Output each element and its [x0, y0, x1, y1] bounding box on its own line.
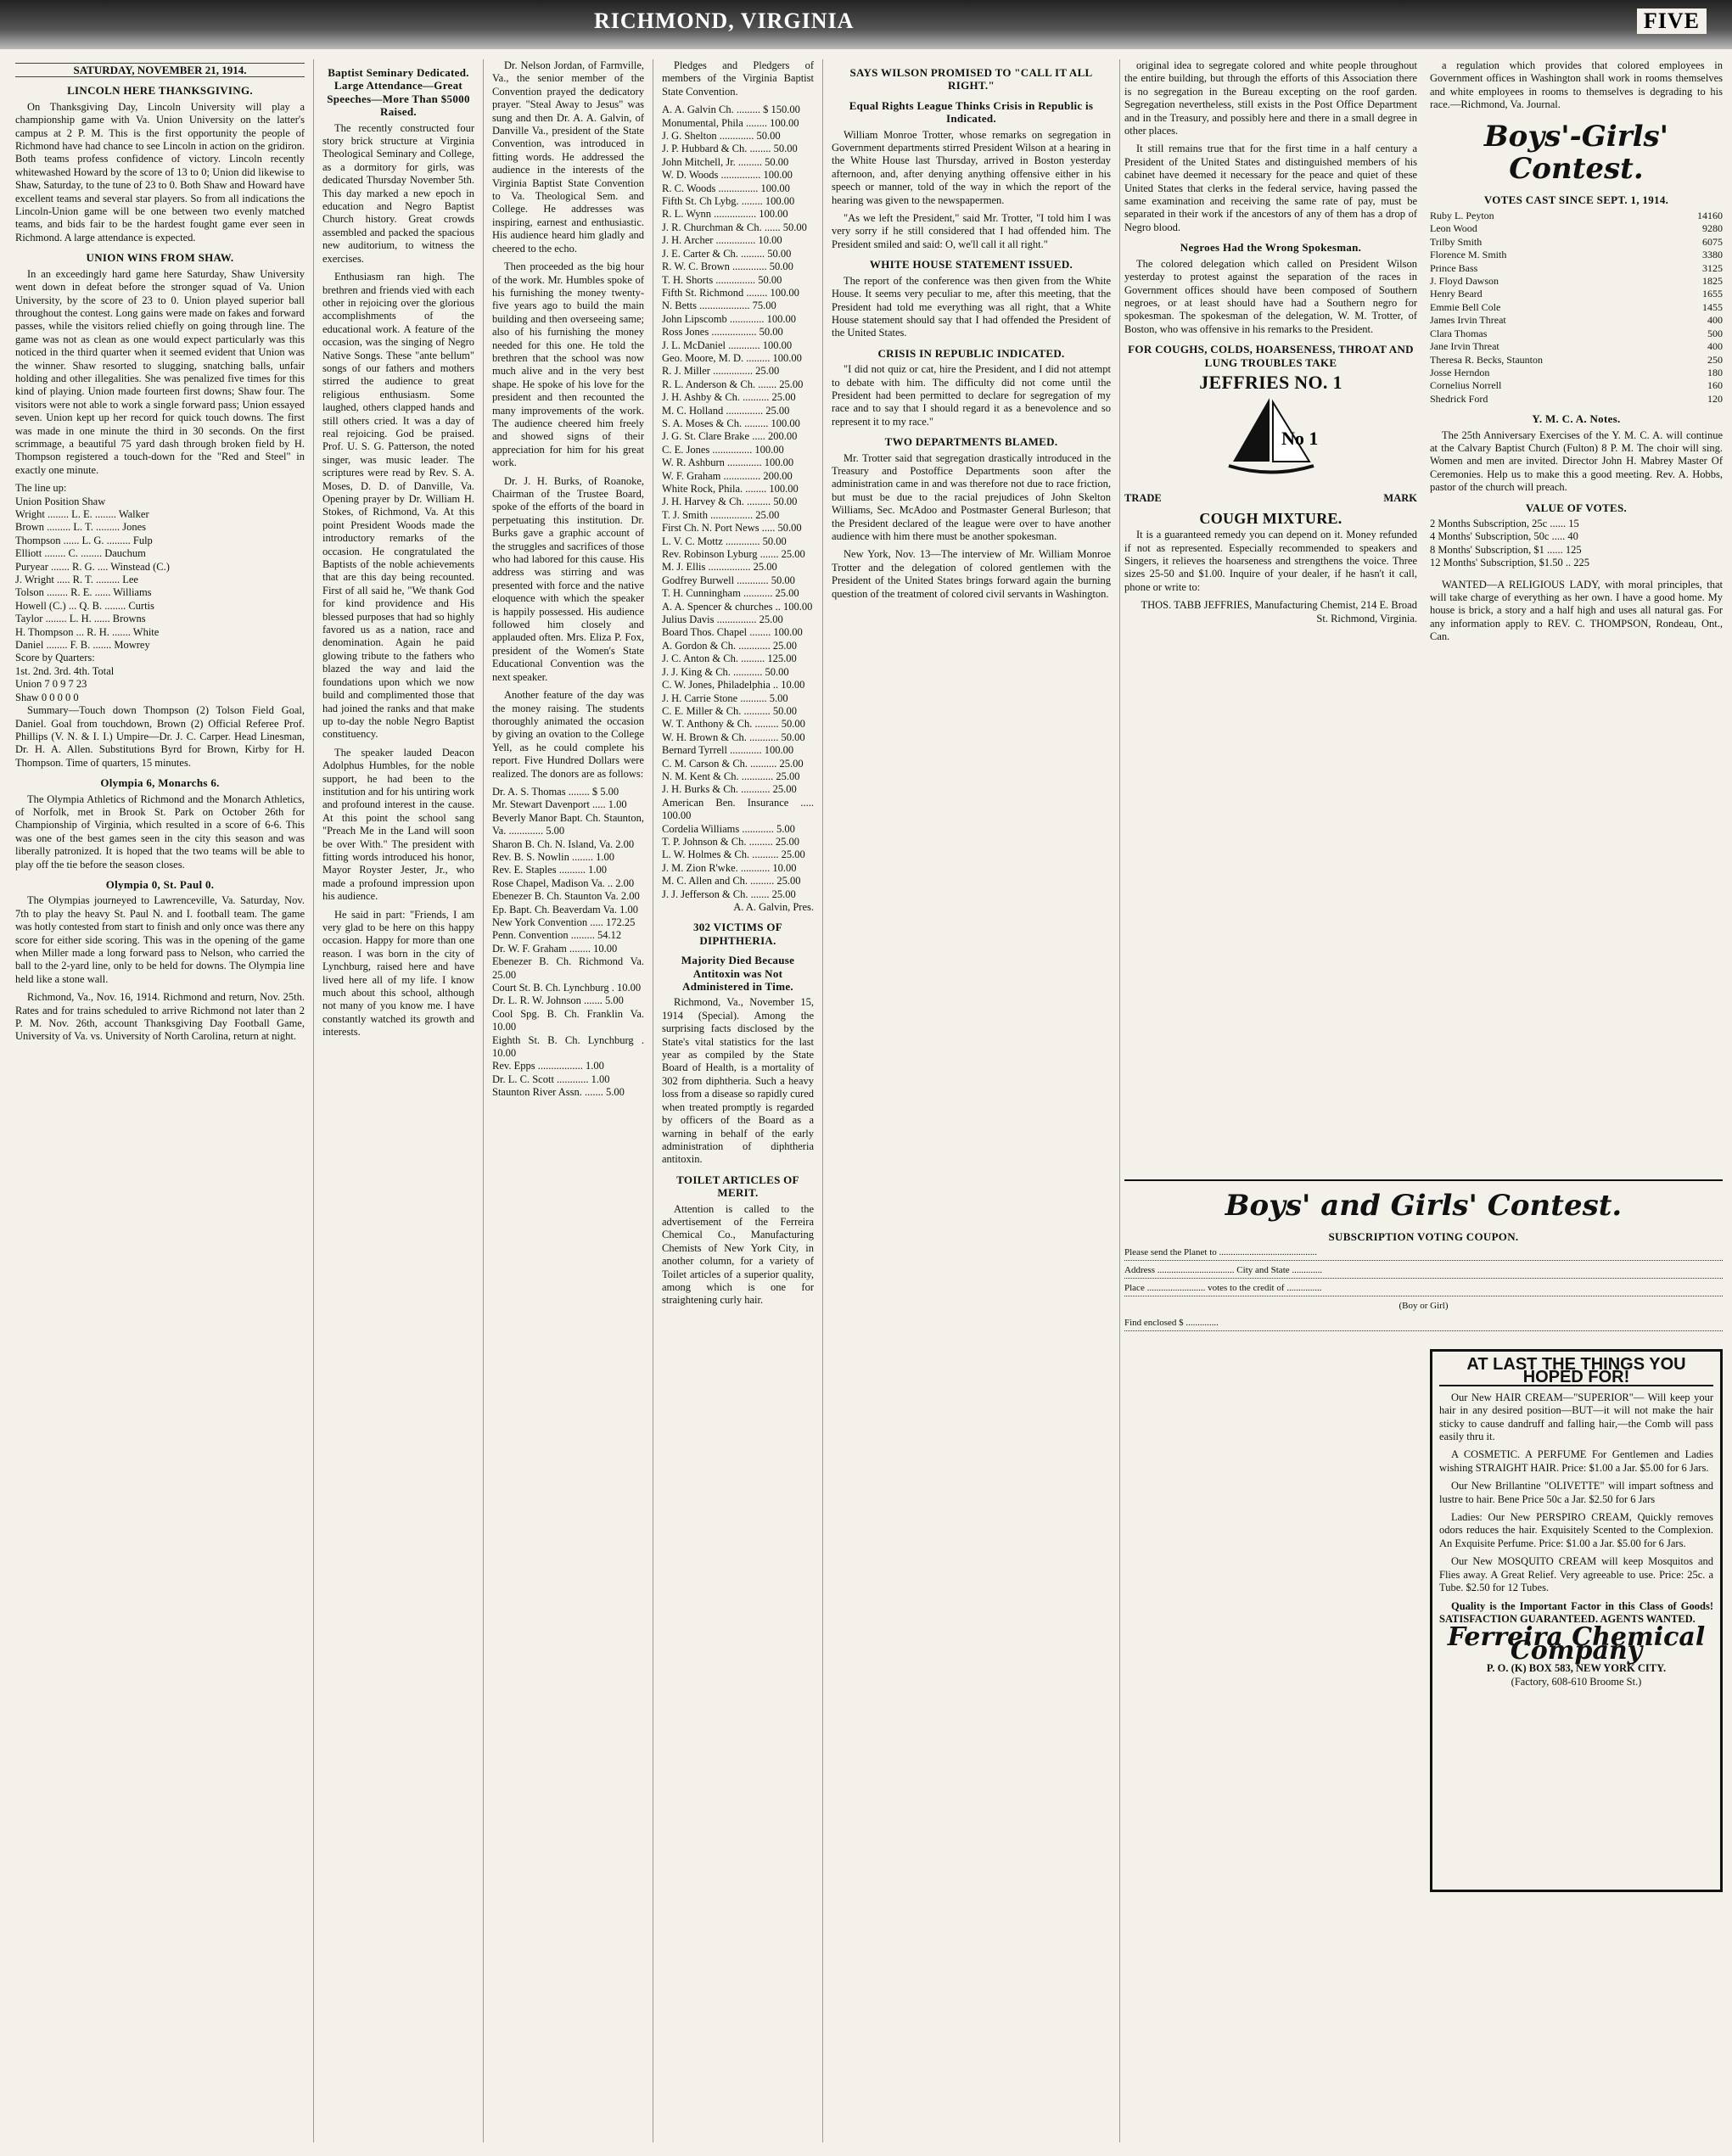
donor-row: New York Convention ..... 172.25	[492, 916, 636, 928]
issue-date: SATURDAY, NOVEMBER 21, 1914.	[15, 63, 305, 77]
vote-name: Jane Irvin Threat	[1430, 340, 1499, 353]
article-departments: Mr. Trotter said that segregation drastically introduced in the Treasury and Postoffice Departments soon after the administration came in and was therefore not due to race friction, but must be due to the racial prejudices of John Skelton Williams, Sec. McAdoo and Postmaster General Burleson; that the President declared of the league were over to have another audience with him there must be another spokesman.	[832, 451, 1111, 542]
pledge-row: Monumental, Phila ........ 100.00	[662, 116, 799, 129]
vote-row	[1430, 262, 1723, 275]
pledge-row: Bernard Tyrrell ............ 100.00	[662, 744, 794, 757]
subhead-trotter: Equal Rights League Thinks Crisis in Republic is Indicated.	[849, 98, 1094, 126]
vote-name: Ruby L. Peyton	[1430, 210, 1494, 222]
lineup-row: H. Thompson ... R. H. ....... White	[15, 625, 160, 638]
column-3	[484, 59, 653, 2142]
pledge-row: W. T. Anthony & Ch. ......... 50.00	[662, 718, 805, 731]
pledge-row: J. L. McDaniel ............ 100.00	[662, 339, 793, 351]
donor-row: Ebenezer B. Ch. Staunton Va. 2.00	[492, 890, 640, 903]
vote-row	[1430, 367, 1723, 379]
vote-name: Josse Herndon	[1430, 366, 1490, 378]
jeffries-logo	[1220, 394, 1322, 487]
column-1	[7, 59, 314, 2142]
pledge-row: M. C. Holland .............. 25.00	[662, 404, 790, 417]
headline-departments: TWO DEPARTMENTS BLAMED.	[884, 435, 1058, 449]
vote-count: 6075	[1702, 235, 1723, 248]
pledge-row: American Ben. Insurance ..... 100.00	[662, 796, 814, 822]
ferreira-factory: (Factory, 608-610 Broome St.)	[1511, 1675, 1642, 1688]
lineup-row: Elliott ........ C. ........ Dauchum	[15, 547, 146, 560]
vote-row	[1430, 288, 1723, 300]
vote-row	[1430, 301, 1723, 314]
article-seminary-p4: He said in part: "Friends, I am very glad to be here on this happy occasion. Happy for more than one reason. I was born in the city of Lynchburg, raised here and have lived here all of my life. I know much about this school, although not many of you know me. I have constantly watched its growth and interests.	[322, 908, 474, 1039]
pledge-row: W. H. Brown & Ch. ........... 50.00	[662, 731, 805, 743]
headline-union-shaw: UNION WINS FROM SHAW.	[86, 251, 234, 265]
article-olympia-monarchs: The Olympia Athletics of Richmond and the Monarch Athletics, of Norfolk, met in Brook St. Park on October 26th for Championship of Virginia, which resulted in a score of 6-6. This was one of the best games seen in the city this season and was liberally patronized. It is hoped that the two teams will be able to play off the tie before the season closes.	[15, 792, 305, 871]
contest2-title: Boys' and Girls' Contest.	[1225, 1189, 1623, 1223]
article-union-shaw: In an exceedingly hard game here Saturday, Shaw University went down in defeat before the stronger squad of Va. Union University, by the score of 23 to 0. Union played superior ball throughout the contest. Long gains were made on fakes and forward passes, while the visitors relied chiefly on going through line. The game was not as clean as one would expect particularly was this noticed in the third quarter when it seemed evident that Union was the winner. Shaw resorted to slugging, snatching balls, unfair holding and other illegalities. She was penalized five times for this kind of playing. Union made fourteen first downs; Shaw four. The visitors were not able to work a single forward pass; Union essayed seven. Union kept up her record for quick touch downs. The first was made in one minute the third in 30 seconds. On the first scrimmage, a beautiful 75 yard dash through broken field by H. Thompson registered a touch-down for the "Red and Steel" in exactly one minute.	[15, 267, 305, 476]
article-white-house: The report of the conference was then given from the White House. It seems very peculiar to me, after this meeting, that the President had told me everything was all right, that a White House statement should say that I had offended the President of the United States.	[832, 274, 1111, 339]
vote-name: Florence M. Smith	[1430, 249, 1507, 261]
pledge-row: C. E. Jones ............... 100.00	[662, 443, 784, 456]
article-seminary-p2: Enthusiasm ran high. The brethren and friends vied with each other in rejoicing over the glorious accomplishments of the educational work. A feature of the occasion, was the singing of Negro Native Songs. These "ante bellum" songs of our fathers and mothers stirred the audience to great religious enthusiasm. Some laughed, others clapped hands and still others cried. It was a day of real rejoicing. God be praised. Prof. U. S. G. Patterson, the noted singer, was music leader. The scriptures were read by Rev. S. A. Moses, D. D. of Danville, Va. Opening prayer by Dr. William H. Stokes, of Richmond, Va. At this point President Woods made the introductory remarks of the occasion. He congratulated the Baptists of the noble achievements that are this day being recounted. First of all said he, "We thank God for kind providence and His blessed purposes that had so highly favored us as a nation, race and denomination. Again he paid glowing tribute to the fathers who blazed the way and laid the foundations upon which we now build and complimented those that had joined the ranks and that make up to-day the noble Negro Baptist constituency.	[322, 271, 474, 741]
article-seminary-p8: Another feature of the day was the money raising. The students thoroughly animated the occasion by giving an ovation to the College Yell, as he could complete his report. Five Hundred Dollars were realized. The donors are as follows:	[492, 689, 644, 780]
donor-list	[492, 786, 644, 1100]
vote-row	[1430, 354, 1723, 367]
ad-perspiro: Ladies: Our New PERSPIRO CREAM, Quickly removes odors reduces the hair. Exquisitely Scented to the Complexion. An Exquisite Perfume. Price: $1.00 a Jar. $5.00 for 6 Jars.	[1439, 1511, 1713, 1549]
pledge-row: R. W. C. Brown ............. 50.00	[662, 260, 793, 273]
pledge-row: C. W. Jones, Philadelphia .. 10.00	[662, 679, 805, 692]
vote-row	[1430, 379, 1723, 392]
pledge-row: Rev. Robinson Lyburg ....... 25.00	[662, 548, 805, 561]
pledge-row: J. G. Shelton ............. 50.00	[662, 130, 781, 143]
score-head: 1st. 2nd. 3rd. 4th. Total	[15, 664, 115, 677]
pledge-row: W. R. Ashburn ............. 100.00	[662, 456, 794, 469]
contest-coupon	[1124, 1179, 1723, 1335]
value-title: VALUE OF VOTES.	[1525, 501, 1628, 514]
article-diphtheria: Richmond, Va., November 15, 1914 (Special). Among the surprising facts disclosed by the State's vital statistics for the last year as compiled by the State Board of Health, is a mortality of 302 from diphtheria. Such a heavy loss from a disease so rapidly cured when treated promptly is regarded by officers of the Board as a warning in behalf of the early administration of diphtheria antitoxin.	[662, 996, 814, 1166]
donor-row: Court St. B. Ch. Lynchburg . 10.00	[492, 982, 642, 994]
ferreira-name: Ferreira Chemical Company	[1447, 1622, 1706, 1666]
article-crisis: "I did not quiz or cat, hire the President, and I did not attempt to debate with him. The difficulty did not come until the President had been permitted to declare for segregation of my race and to say that I should regard it as a benevolence and so represent it to my race."	[832, 363, 1111, 428]
vote-name: Emmie Bell Cole	[1430, 300, 1501, 313]
pledge-row: J. R. Churchman & Ch. ...... 50.00	[662, 221, 807, 233]
coupon-votes-field[interactable]: Place ......................... votes to the credit of ...............	[1124, 1282, 1723, 1296]
pledge-row: J. H. Burks & Ch. ........... 25.00	[662, 783, 797, 796]
lineup-list	[15, 508, 305, 652]
donor-row: Beverly Manor Bapt. Ch. Staunton, Va. ............. 5.00	[492, 811, 644, 837]
headline-olympia-stpaul: Olympia 0, St. Paul 0.	[105, 877, 215, 891]
pledge-row: Julius Davis ............... 25.00	[662, 613, 783, 626]
article-olympia-stpaul: The Olympias journeyed to Lawrenceville, Va. Saturday, Nov. 7th to play the heavy St. Paul N. and I. football team. The game was hotly contested from start to finish and only once was there any score for either side scoring. This was in the opening of the game when Miller made a long forward pass to Nelson, who carried the ball to the 2-yard line, only to be held for downs. The Olympia line held like a stone wall.	[15, 894, 305, 985]
pledge-row: L. W. Holmes & Ch. .......... 25.00	[662, 848, 805, 861]
vote-row	[1430, 275, 1723, 288]
vote-count: 120	[1707, 392, 1723, 405]
subhead-diphtheria: Majority Died Because Antitoxin was Not Administered in Time.	[681, 954, 795, 994]
article-segregation-p1: original idea to segregate colored and white people throughout the entire building, but through the efforts of this Association there is no segregation in the Bureau excepting on the roof garden. Segregation nevertheless, still exists in the Post Office Department and in the Treasury, and possibly here and there in a small degree in other places.	[1124, 59, 1417, 137]
masthead-city: RICHMOND, VIRGINIA	[594, 8, 855, 33]
vote-row	[1430, 314, 1723, 327]
headline-olympia-monarchs: Olympia 6, Monarchs 6.	[100, 776, 220, 790]
column-4	[653, 59, 823, 2142]
pledge-row: J. G. St. Clare Brake ..... 200.00	[662, 430, 798, 443]
vote-row	[1430, 236, 1723, 249]
lineup-head: Union Position Shaw	[15, 495, 106, 507]
headline-white-house: WHITE HOUSE STATEMENT ISSUED.	[869, 258, 1073, 272]
pledge-row: John Lipscomb ............. 100.00	[662, 312, 796, 325]
vote-name: Trilby Smith	[1430, 235, 1483, 248]
ferreira-address: P. O. (K) BOX 583, NEW YORK CITY.	[1486, 1662, 1667, 1675]
headline-toilet-articles: TOILET ARTICLES OF MERIT.	[676, 1173, 799, 1200]
pledge-row: A. A. Spencer & churches .. 100.00	[662, 600, 813, 613]
pledge-list	[662, 104, 814, 901]
vote-count: 9280	[1702, 222, 1723, 235]
value-row: 12 Months' Subscription, $1.50 .. 225	[1430, 557, 1590, 569]
lineup-row: Brown ......... L. T. ......... Jones	[15, 521, 147, 534]
donor-row: Rev. Epps ................. 1.00	[492, 1060, 604, 1072]
vote-count: 1825	[1702, 275, 1723, 288]
vote-name: James Irvin Threat	[1430, 314, 1506, 327]
vote-count: 180	[1707, 366, 1723, 378]
pledge-row: Cordelia Williams ............ 5.00	[662, 822, 795, 835]
pledge-row: Board Thos. Chapel ........ 100.00	[662, 626, 803, 639]
pledge-row: J. J. King & Ch. ........... 50.00	[662, 665, 789, 678]
pledge-row: J. H. Archer ............... 10.00	[662, 234, 782, 247]
lineup-row: J. Wright ..... R. T. ......... Lee	[15, 574, 138, 586]
pledge-row: W. F. Graham .............. 200.00	[662, 469, 793, 482]
vote-row	[1430, 393, 1723, 406]
score-row: Union 7 0 9 7 23	[15, 678, 87, 691]
pledge-row: White Rock, Phila. ........ 100.00	[662, 483, 799, 495]
pledge-row: A. Gordon & Ch. ............ 25.00	[662, 639, 798, 652]
donor-row: Rev. B. S. Nowlin ........ 1.00	[492, 850, 614, 863]
trade-label: TRADE	[1124, 492, 1162, 505]
pledge-row: M. C. Allen and Ch. ......... 25.00	[662, 875, 801, 888]
vote-row	[1430, 210, 1723, 222]
pledge-row: W. D. Woods ............... 100.00	[662, 169, 793, 182]
pledge-row: Ross Jones ................. 50.00	[662, 326, 783, 339]
vote-name: Leon Wood	[1430, 222, 1477, 235]
cough-mixture-title: COUGH MIXTURE.	[1199, 509, 1342, 527]
right-region	[1124, 59, 1727, 2142]
donor-row: Ep. Bapt. Ch. Beaverdam Va. 1.00	[492, 903, 638, 916]
contest-title: Boys'-Girls' Contest.	[1483, 119, 1669, 186]
pledge-row: N. Betts ................... 75.00	[662, 300, 776, 312]
pledge-row: J. E. Carter & Ch. ......... 50.00	[662, 247, 792, 260]
votes-table	[1430, 210, 1723, 406]
pledge-row: Godfrey Burwell ............ 50.00	[662, 574, 795, 586]
vote-count: 500	[1707, 327, 1723, 339]
mark-label: MARK	[1383, 492, 1417, 505]
pledge-row: R. C. Woods ............... 100.00	[662, 182, 790, 194]
pledge-row: J. P. Hubbard & Ch. ........ 50.00	[662, 143, 798, 155]
pledge-row: John Mitchell, Jr. ......... 50.00	[662, 155, 789, 168]
pledge-row: J. H. Carrie Stone .......... 5.00	[662, 692, 788, 704]
vote-count: 160	[1707, 379, 1723, 392]
sailboat-icon	[1220, 394, 1322, 487]
vote-name: Henry Beard	[1430, 288, 1483, 300]
article-seminary-p7: Dr. J. H. Burks, of Roanoke, Chairman of the Trustee Board, spoke of the efforts of the board in perpetuating this institution. Dr. Burks gave a graphic account of the struggles and sacrifices of those who had labored for this cause. His address was stirring and was presented with force and the native eloquence with which the speaker is happily possessed. His audience followed him closely and applauded often. Mrs. Eliza P. Fox, president of the Women's State Educational Convention was the next speaker.	[492, 474, 644, 683]
coupon-enclosed-field[interactable]: Find enclosed $ ..............	[1124, 1317, 1723, 1331]
column-5	[823, 59, 1120, 2142]
pledge-row: S. A. Moses & Ch. ......... 100.00	[662, 417, 800, 429]
lineup-row: Howell (C.) ... Q. B. ........ Curtis	[15, 599, 154, 612]
donor-row: Sharon B. Ch. N. Island, Va. 2.00	[492, 837, 635, 850]
ferreira-ad	[1430, 1349, 1723, 1892]
article-newyork: New York, Nov. 13—The interview of Mr. William Monroe Trotter and the delegation of colored gentlemen with the President of the United States brings forward again the burning question of the treatment of colored civil servants in Washington.	[832, 548, 1111, 600]
lineup-row: Taylor ........ L. H. ...... Browns	[15, 613, 146, 625]
vote-row	[1430, 249, 1723, 261]
column-7	[1430, 59, 1723, 649]
article-segregation-p2: It still remains true that for the first time in a half century a President of the United States and distinguished members of his cabinet have deemed it necessary for the peace and quiet of these United States that clerks in the federal service, having passed the same examination and receiving the same rate of pay, must be separated in their work if the ancestors of any of them has a drop of Negro blood.	[1124, 143, 1417, 233]
vote-count: 1455	[1702, 300, 1723, 313]
donor-row: Dr. A. S. Thomas ........ $ 5.00	[492, 785, 619, 798]
donor-row: Eighth St. B. Ch. Lynchburg . 10.00	[492, 1033, 644, 1060]
donor-row: Staunton River Assn. ....... 5.00	[492, 1086, 625, 1099]
votes-title: VOTES CAST SINCE SEPT. 1, 1914.	[1483, 193, 1669, 206]
page-number: FIVE	[1637, 8, 1707, 34]
vote-row	[1430, 222, 1723, 235]
cough-headline: FOR COUGHS, COLDS, HOARSENESS, THROAT AND LUNG TROUBLES TAKE	[1128, 343, 1414, 369]
donor-row: Ebenezer B. Ch. Richmond Va. 25.00	[492, 955, 644, 981]
vote-count: 250	[1707, 353, 1723, 366]
trade-mark	[1124, 492, 1417, 505]
column-2	[314, 59, 484, 2142]
headline-wrong-spokesman: Negroes Had the Wrong Spokesman.	[1180, 241, 1362, 255]
article-trotter-p1: William Monroe Trotter, whose remarks on segregation in Government departments stirred President Wilson at a hearing in the White House last Thursday, arrived in Boston yesterday afternoon, and, after denying anything offensive either in his speech or manner, told of the way in which the report of the hearing was given to the newspapermen.	[832, 128, 1111, 206]
pledge-row: T. H. Shorts ............... 50.00	[662, 273, 782, 286]
vote-count: 400	[1707, 340, 1723, 353]
game-summary: Summary—Touch down Thompson (2) Tolson Field Goal, Daniel. Goal from touchdown, Brown (2) Official Referee Prof. Phillips (V. N. & I. I.) Umpire—Dr. J. C. Carper. Head Linesman, Dr. H. A. Allen. Substitutions Byrd for Brown, Kirby for H. Thompson. Time of quarters, 15 minutes.	[15, 704, 305, 769]
vote-count: 3380	[1702, 249, 1723, 261]
pledge-row: First Ch. N. Port News ..... 50.00	[662, 522, 802, 535]
pledge-row: J. H. Ashby & Ch. .......... 25.00	[662, 391, 796, 404]
vote-name: Shedrick Ford	[1430, 392, 1488, 405]
lineup-row: Tolson ........ R. E. ...... Williams	[15, 586, 152, 599]
pledges-intro: Pledges and Pledgers of members of the Virginia Baptist State Convention.	[662, 59, 814, 98]
vote-name: Clara Thomas	[1430, 327, 1488, 339]
ad-quality: Quality is the Important Factor in this Class of Goods! SATISFACTION GUARANTEED. AGENTS WANTED.	[1439, 1599, 1713, 1625]
ymca-notes: The 25th Anniversary Exercises of the Y. M. C. A. will continue at the Calvary Baptist Church (Fulton) 8 P. M. The choir will sing. Women and men are invited. Director John H. Mabrey Master Of Ceremonies. Help us to make this a good meeting. Rev. A. Hobbs, pastor of the church will preach.	[1430, 428, 1723, 494]
pledge-row: Fifth St. Ch Lybg. ........ 100.00	[662, 195, 795, 208]
vote-count: 400	[1707, 314, 1723, 327]
ad-hair-cream: Our New HAIR CREAM—"SUPERIOR"— Will keep your hair in any desired position—BUT—it will not make the hair sticky to cause dandruff and falling hair,—the Comb will pass easily thru it.	[1439, 1391, 1713, 1443]
ad-title: AT LAST THE THINGS YOU HOPED FOR!	[1439, 1358, 1713, 1386]
article-trotter-p2: "As we left the President," said Mr. Trotter, "I told him I was very sorry if he still considered that I had offended him. The President smiled and said: O, we'll call it all right."	[832, 212, 1111, 250]
pledge-row: J. J. Jefferson & Ch. ....... 25.00	[662, 888, 796, 900]
pledge-row: J. M. Zion R'wke. ........... 10.00	[662, 861, 797, 874]
pledge-row: C. E. Miller & Ch. .......... 50.00	[662, 704, 798, 717]
coupon-title: SUBSCRIPTION VOTING COUPON.	[1328, 1230, 1519, 1243]
donor-row: Cool Spg. B. Ch. Franklin Va. 10.00	[492, 1007, 644, 1033]
pledge-row: T. J. Smith ................ 25.00	[662, 508, 780, 521]
donor-row: Rose Chapel, Madison Va. .. 2.00	[492, 876, 635, 889]
headline-crisis: CRISIS IN REPUBLIC INDICATED.	[877, 346, 1065, 360]
headline-trotter: SAYS WILSON PROMISED TO "CALL IT ALL RIGHT."	[849, 66, 1093, 92]
pledge-row: L. V. C. Mottz ............. 50.00	[662, 535, 787, 547]
lineup-row: Thompson ...... L. G. ......... Fulp	[15, 534, 153, 546]
pledge-row: M. J. Ellis ................ 25.00	[662, 561, 777, 574]
ad-olivette: Our New Brillantine "OLIVETTE" will impart softness and lustre to hair. Bene Price 50c a Jar. $2.50 for 6 Jars	[1439, 1480, 1713, 1505]
pledge-row: T. P. Johnson & Ch. ......... 25.00	[662, 835, 799, 848]
coupon-boy-girl: (Boy or Girl)	[1398, 1301, 1449, 1312]
vote-row	[1430, 340, 1723, 353]
article-segregation-p3: a regulation which provides that colored employees in Government offices in Washington shall work in rooms themselves and white employees in rooms to themselves is degrading to his race.—Richmond, Va. Journal.	[1430, 59, 1723, 111]
value-row: 2 Months Subscription, 25c ...... 15	[1430, 517, 1579, 529]
vote-row	[1430, 328, 1723, 340]
article-toilet-articles: Attention is called to the advertisement of the Ferreira Chemical Co., Manufacturing Chemists of New York City, in another column, for a variety of Toilet articles of a superior quality, among which is one for straightening curly hair.	[662, 1202, 814, 1307]
donor-row: Dr. L. C. Scott ............ 1.00	[492, 1072, 610, 1085]
headline-diphtheria: 302 VICTIMS OF DIPHTHERIA.	[692, 921, 783, 947]
pledge-row: J. C. Anton & Ch. ......... 125.00	[662, 652, 797, 665]
article-wrong-spokesman: The colored delegation which called on President Wilson yesterday to protest against the separation of the races in Government offices should have been composed of Southern negroes, or at least should have had a Southern negro for spokesman. The spokesman of the delegation, W. M. Trotter, of Boston, who was offensive in his remarks to the President.	[1124, 257, 1417, 335]
vote-count: 3125	[1702, 261, 1723, 274]
pledge-row: R. L. Anderson & Ch. ....... 25.00	[662, 378, 804, 390]
ymca-title: Y. M. C. A. Notes.	[1532, 412, 1621, 426]
jeffries-title: JEFFRIES NO. 1	[1199, 371, 1342, 393]
logo-no: No 1	[1281, 428, 1318, 450]
lineup-row: Wright ........ L. E. ........ Walker	[15, 508, 149, 520]
wanted-ad: WANTED—A RELIGIOUS LADY, with moral principles, that will take charge of everything as her own. I have a good home. My house is brick, a story and a half high and uses all natural gas. For any information apply to REV. C. THOMPSON, Rondeau, Ont., Can.	[1430, 578, 1723, 643]
article-seminary-p1: The recently constructed four story brick structure at Virginia Theological Seminary and College, as a dormitory for girls, was dedicated Thursday November 5th. This day marked a new epoch in education and Negro Baptist Church history. Great crowds assembled and packed the spacious new auditorium, to witness the exercises.	[322, 121, 474, 265]
railroad-notice: Richmond, Va., Nov. 16, 1914. Richmond and return, Nov. 25th. Rates and for trains scheduled to arrive Richmond not later than 2 P. M. Nov. 26th, account Thanksgiving Day Football Game, University of Va. vs. University of North Carolina, return at night.	[15, 991, 305, 1043]
value-row: 8 Months' Subscription, $1 ...... 125	[1430, 543, 1582, 556]
ad-mosquito: Our New MOSQUITO CREAM will keep Mosquitos and Flies away. A Great Relief. Very agreeable to use. Price: 25c. a Tube. $2.50 for 12 Tubes.	[1439, 1555, 1713, 1594]
score-row: Shaw 0 0 0 0 0	[15, 691, 79, 703]
pledge-row: Geo. Moore, M. D. ......... 100.00	[662, 351, 802, 364]
pledge-row: A. A. Galvin Ch. ......... $ 150.00	[662, 104, 800, 116]
donor-row: Mr. Stewart Davenport ..... 1.00	[492, 798, 627, 811]
pledges-signed: A. A. Galvin, Pres.	[733, 901, 814, 913]
lineup-title: The line up:	[15, 482, 67, 495]
pledge-row: C. M. Carson & Ch. .......... 25.00	[662, 757, 804, 770]
pledge-row: R. L. Wynn ................ 100.00	[662, 208, 788, 221]
donor-row: Dr. L. R. W. Johnson ....... 5.00	[492, 994, 624, 1007]
vote-name: J. Floyd Dawson	[1430, 275, 1499, 288]
vote-count: 1655	[1702, 288, 1723, 300]
pledge-row: R. J. Miller ............... 25.00	[662, 365, 780, 378]
score-title: Score by Quarters:	[15, 652, 95, 664]
vote-name: Theresa R. Becks, Staunton	[1430, 353, 1543, 366]
donor-row: Dr. W. F. Graham ........ 10.00	[492, 942, 618, 955]
donor-row: Penn. Convention ......... 54.12	[492, 929, 622, 942]
article-seminary-p3: The speaker lauded Deacon Adolphus Humbles, for the noble support, he had been to the institution and for his untiring work and profound interest in the cause. At this point the school sang "Preach Me in the Land will soon be over With." The president with fitting words introduced his honor, Mayor Royster Jester, Jr., who made a profound impression upon his audience.	[322, 746, 474, 903]
headline-seminary: Baptist Seminary Dedicated. Large Attendance—Great Speeches—More Than $5000 Raised.	[327, 66, 470, 119]
masthead	[0, 0, 1732, 49]
article-seminary-p6: Then proceeded as the big hour of the work. Mr. Humbles spoke of his furnishing the money twenty-five years ago to build the main building and then overseeing same; also of his furnishing the money needed for this one. He told the brethren that the school was now much alive and in the very best shape. He spoke of his love for the president and then recounted the many improvements of the work. The audience cheered him freely and showed signs of their appreciation for him for his great work.	[492, 260, 644, 469]
lineup-row: Puryear ....... R. G. .... Winstead (C.)	[15, 560, 170, 573]
column-6	[1124, 59, 1417, 630]
ad-cosmetic: A COSMETIC. A PERFUME For Gentlemen and Ladies wishing STRAIGHT HAIR. Price: $1.00 a Jar. $5.00 for 6 Jars.	[1439, 1448, 1713, 1474]
vote-name: Prince Bass	[1430, 261, 1478, 274]
pledge-row: Fifth St. Richmond ........ 100.00	[662, 286, 799, 299]
value-row: 4 Months' Subscription, 50c ..... 40	[1430, 530, 1578, 543]
headline-lincoln: LINCOLN HERE THANKSGIVING.	[67, 84, 253, 98]
lineup-row: Daniel ........ F. B. ....... Mowrey	[15, 639, 150, 652]
cough-mixture-text: It is a guaranteed remedy you can depend on it. Money refunded if not as represented. Especially recommended to speakers and Singers, it relieves the hoarseness and strengthens the voice. Three sizes 25-50 and $1.00. Inquire of your dealer, if he hasn't it call, phone or write to:	[1124, 529, 1417, 593]
article-lincoln: On Thanksgiving Day, Lincoln University will play a championship game with Va. Union University on the latter's campus at 2 P. M. This is the first opportunity the people of Richmond have had chance to see Lincoln in action on the gridiron. Both teams profess confidence of victory. Lincoln recently whitewashed Howard by the score of 13 to 0; Union did likewise to Shaw, Saturday, to the tune of 23 to 0. Both Shaw and Howard have excellent teams and several star players. So from all indications the Lincoln-Union game will be one between two evenly matched teams, and bids fair to be the hardest fought game ever seen in Richmond. A large attendance is expected.	[15, 100, 305, 244]
pledge-row: T. H. Cunningham ........... 25.00	[662, 587, 799, 600]
vote-name: Cornelius Norrell	[1430, 379, 1502, 392]
coupon-send-field[interactable]: Please send the Planet to ..........................................	[1124, 1246, 1723, 1261]
pledge-row: N. M. Kent & Ch. ............ 25.00	[662, 770, 800, 782]
donor-row: Rev. E. Staples .......... 1.00	[492, 864, 607, 876]
jeffries-signature: THOS. TABB JEFFRIES, Manufacturing Chemist, 214 E. Broad St. Richmond, Virginia.	[1141, 599, 1417, 624]
coupon-address-field[interactable]: Address ................................. City and State .............	[1124, 1264, 1723, 1279]
pledge-row: J. H. Harvey & Ch. ......... 50.00	[662, 496, 798, 508]
vote-count: 14160	[1697, 210, 1723, 222]
article-seminary-p5: Dr. Nelson Jordan, of Farmville, Va., the senior member of the Convention prayed the dedicatory prayer. "Steal Away to Jesus" was sung and then Dr. A. A. Galvin, of Danville Va., president of the State Convention, was introduced in fitting words. He addressed the audience in the interests of the Virginia Baptist State Convention to Va. Theological Sem. and College. He addresses was inspiring, earnest and enthusiastic. His audience heard him gladly and cheered to the echo.	[492, 59, 644, 255]
